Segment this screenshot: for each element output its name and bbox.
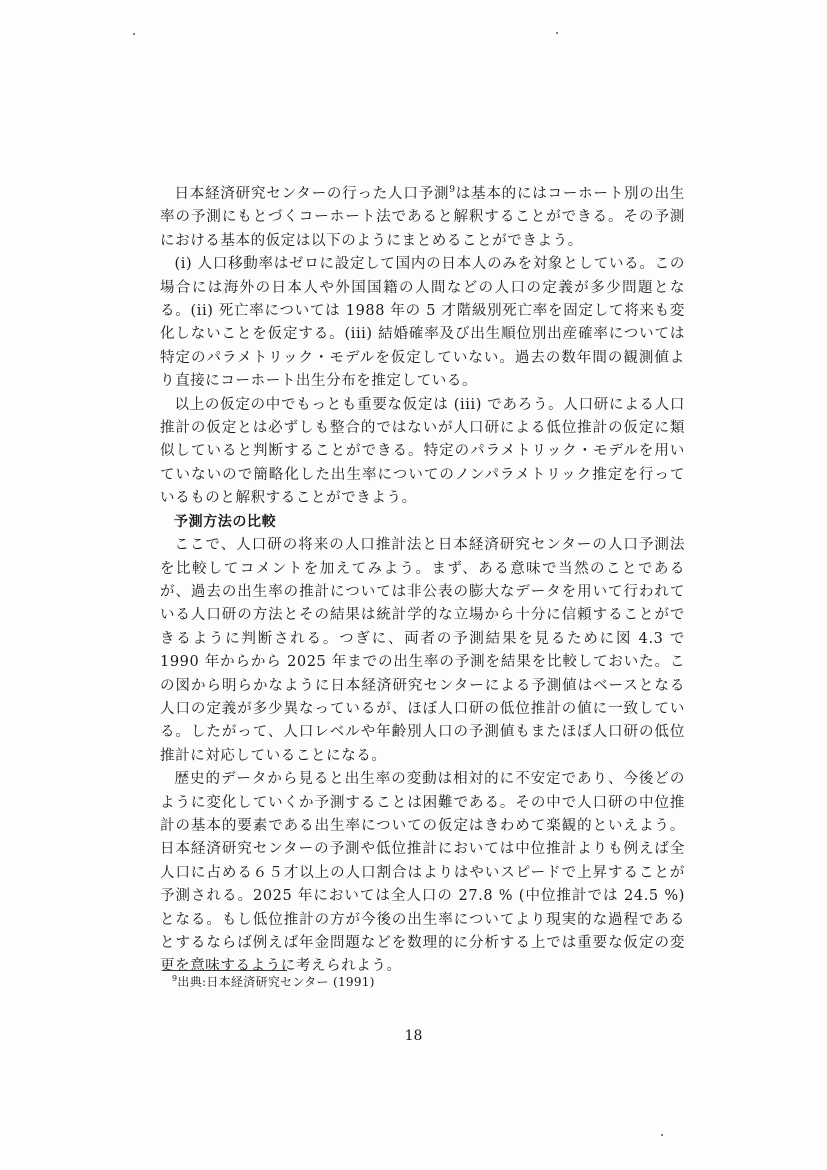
footnote bbox=[172, 973, 375, 991]
paragraph-text: (i) 人口移動率はゼロに設定して国内の日本人のみを対象としている。この場合には海外の日本人や外国国籍の人間などの人口の定義が多少問題となる。(ii) 死亡率については 1988 年の 5 才階級別死亡率を固定して将来も変化しないことを仮定する。(iii) 結婚確率及び出生順位別出産確率については特定のパラメトリック・モデルを仮定していない。過去の数年間の観測値より直接にコーホート出生分布を推定している。 bbox=[160, 256, 685, 390]
paragraph-text: 歴史的データから見ると出生率の変動は相対的に不安定であり、今後どのように変化していくか予測することは困難である。その中で人口研の中位推計の基本的要素である出生率についての仮定はきわめて楽観的といえよう。日本経済研究センターの予測や低位推計においては中位推計よりも例えば全人口に占める６５才以上の人口割合はよりはやいスピードで上昇することが予測される。2025 年においては全人口の 27.8 % (中位推計では 24.5 %) となる。もし低位推計の方が今後の出生率についてより現実的な過程であるとするならば例えば年金問題などを数理的に分析する上では重要な仮定の変更を意味するように考えられよう。 bbox=[160, 771, 685, 975]
paragraph-text: 日本経済研究センターの行った人口予測 bbox=[174, 186, 450, 202]
paragraph-5 bbox=[160, 768, 685, 979]
scan-speck bbox=[133, 33, 135, 35]
paragraph-text: ここで、人口研の将来の人口推計法と日本経済研究センターの人口予測法を比較してコメントを加えてみよう。まず、ある意味で当然のことであるが、過去の出生率の推計については非公表の膨大なデータを用いて行われている人口研の方法とその結果は統計学的な立場から十分に信頼することができるように判断される。つぎに、両者の予測結果を見るために図 4.3 で 1990 年からから 2025 年までの出生率の予測を結果を比較しておいた。この図から明らかなように日本経済研究センターによる予測値はベースとなる人口の定義が多少異なっているが、ほぼ人口研の低位推計の値に一致している。したがって、人口レベルや年齢別人口の予測値もまたほぼ人口研の低位推計に対応していることになる。 bbox=[160, 537, 685, 764]
paragraph-3 bbox=[160, 394, 685, 511]
scan-speck bbox=[556, 32, 558, 34]
paragraph-text: 以上の仮定の中でもっとも重要な仮定は (iii) であろう。人口研による人口推計の仮定とは必ずしも整合的ではないが人口研による低位推計の仮定に類似していると判断することができる。特定のパラメトリック・モデルを用いていないので簡略化した出生率についてのノンパラメトリック推定を行っているものと解釈することができよう。 bbox=[160, 396, 685, 507]
footnote-mark: 9 bbox=[172, 974, 178, 983]
body-text bbox=[160, 183, 685, 979]
footnote-text: 出典:日本経済研究センター (1991) bbox=[177, 975, 375, 989]
paragraph-1 bbox=[160, 183, 685, 253]
footnote-reference: 9 bbox=[449, 185, 456, 196]
section-heading: 予測方法の比較 bbox=[174, 513, 277, 530]
paragraph-2 bbox=[160, 253, 685, 393]
page-number: 18 bbox=[404, 1028, 423, 1044]
footnote-divider bbox=[162, 970, 287, 971]
paragraph-text: は基本的にはコーホート別の出生率の予測にもとづくコーホート法であると解釈することができる。その予測における基本的仮定は以下のようにまとめることができよう。 bbox=[160, 186, 686, 249]
paragraph-4 bbox=[160, 534, 685, 768]
scan-speck bbox=[661, 1134, 663, 1136]
